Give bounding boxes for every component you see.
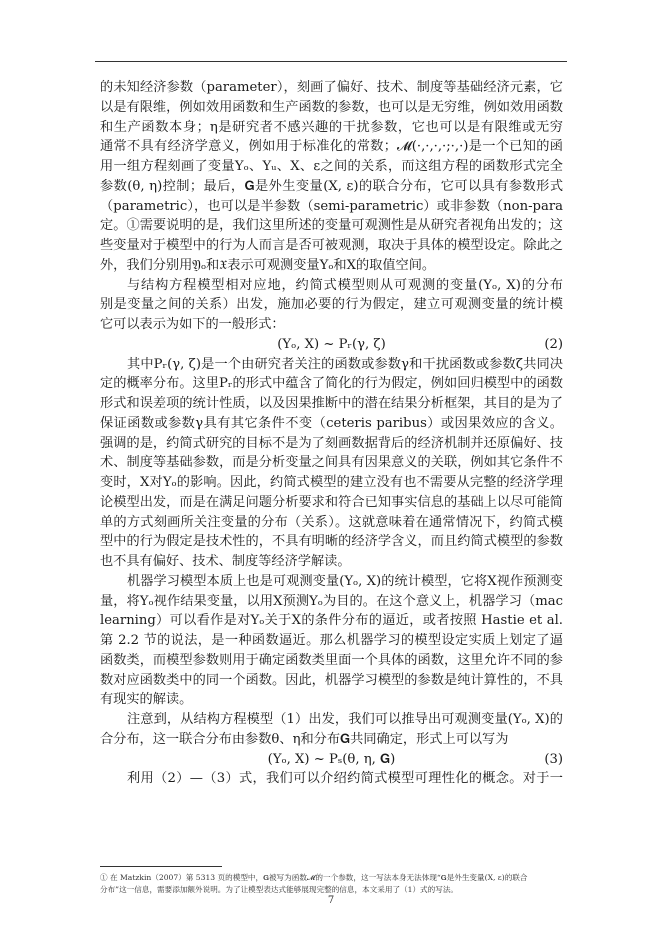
paragraph-line: 单的方式刻画所关注变量的分布（关系）。这就意味着在通常情况下，约简式模 bbox=[100, 514, 563, 530]
paragraph-line: 变时，X对Yₒ的影响。因此，约简式模型的建立没有也不需要从完整的经济学理 bbox=[100, 475, 563, 490]
equation-expression: (Yₒ, X) ~ Pᵣ(γ, ζ) bbox=[277, 336, 386, 352]
paragraph-line: （parametric），也可以是半参数（semi-parametric）或非参数（non-para bbox=[100, 198, 563, 214]
paragraph-line: 外，我们分别用𝔜ₒ和𝔛表示可观测变量Yₒ和X的取值空间。 bbox=[100, 257, 436, 273]
footnote-line: ① 在 Matzkin（2007）第 5313 页的模型中，𝐆被写为函数𝓜的一个参数，这一写法本身无法体现“𝐆是外生变量(X, ε)的联合 bbox=[100, 873, 528, 882]
paragraph-line: 第 2.2 节的说法，是一种函数逼近。那么机器学习的模型设定实质上划定了逼 bbox=[100, 633, 563, 648]
paragraph-line: 注意到，从结构方程模型（1）出发，我们可以推导出可观测变量(Yₒ, X)的 bbox=[127, 712, 563, 727]
footnote-rule bbox=[100, 866, 222, 867]
paragraph-line: learning）可以看作是对Yₒ关于X的条件分布的逼近，或者按照 Hastie et al. bbox=[100, 613, 563, 629]
paragraph-line: 论模型出发，而是在满足问题分析要求和符合已知事实信息的基础上以尽可能简 bbox=[100, 494, 563, 510]
paragraph-line: 和生产函数本身；η是研究者不感兴趣的干扰参数，它也可以是有限维或无穷 bbox=[100, 119, 563, 135]
paragraph-line: 它可以表示为如下的一般形式： bbox=[100, 317, 285, 332]
equation bbox=[100, 335, 563, 355]
paragraph-line: 用一组方程刻画了变量Yₒ、Yᵤ、X、ε之间的关系，而这组方程的函数形式完全 bbox=[100, 159, 563, 174]
paragraph-line: 形式和误差项的统计性质，以及因果推断中的潜在结果分析框架，其目的是为了 bbox=[100, 396, 563, 411]
page-number: 7 bbox=[327, 895, 335, 906]
paragraph-line: 术、制度等基础参数，而是分析变量之间具有因果意义的关联，例如其它条件不 bbox=[100, 455, 563, 471]
paragraph-line: 定。①需要说明的是，我们这里所述的变量可观测性是从研究者视角出发的；这 bbox=[100, 218, 563, 234]
paragraph-line: 保证函数或参数γ具有其它条件不变（ceteris paribus）或因果效应的含义。 bbox=[100, 415, 563, 431]
paragraph-line: 参数(θ, η)控制；最后，𝐆是外生变量(X, ε)的联合分布，它可以具有参数形式 bbox=[100, 178, 563, 194]
equation-expression: (Yₒ, X) ~ Pₛ(θ, η, 𝐆) bbox=[267, 751, 396, 767]
equation-number: (3) bbox=[544, 751, 563, 767]
paragraph-line: 的未知经济参数（parameter），刻画了偏好、技术、制度等基础经济元素，它 bbox=[100, 80, 563, 95]
paragraph-line: 函数类，而模型参数则用于确定函数类里面一个具体的函数，这里允许不同的参 bbox=[100, 652, 563, 668]
paragraph-line: 以是有限维，例如效用函数和生产函数的参数，也可以是无穷维，例如效用函数 bbox=[100, 99, 563, 115]
paragraph-line: 定的概率分布。这里Pᵣ的形式中蕴含了简化的行为假定，例如回归模型中的函数 bbox=[100, 376, 563, 392]
paragraph-line: 些变量对于模型中的行为人而言是否可被观测，取决于具体的模型设定。除此之 bbox=[100, 238, 563, 253]
paragraph-line: 合分布，这一联合分布由参数θ、η和分布𝐆共同确定，形式上可以写为 bbox=[100, 731, 509, 747]
paragraph-line: 量，将Yₒ视作结果变量，以用X预测Yₒ为目的。在这个意义上，机器学习（mac bbox=[100, 593, 563, 609]
paragraph-line: 其中Pᵣ(γ, ζ)是一个由研究者关注的函数或参数γ和干扰函数或参数ζ共同决 bbox=[127, 356, 563, 372]
paragraph-line: 机器学习模型本质上也是可观测变量(Yₒ, X)的统计模型，它将X视作预测变 bbox=[127, 573, 563, 589]
paragraph-line: 与结构方程模型相对应地，约简式模型则从可观测的变量(Yₒ, X)的分布 bbox=[127, 277, 563, 293]
paragraph-line: 有现实的解读。 bbox=[100, 692, 193, 708]
paragraph-line: 型中的行为假定是技术性的，不具有明晰的经济学含义，而且约简式模型的参数 bbox=[100, 534, 563, 550]
equation bbox=[100, 750, 563, 770]
equation-number: (2) bbox=[544, 336, 563, 352]
footnote-line: 分布”这一信息，需要添加额外说明。为了让模型表达式能够展现完整的信息，本文采用了（1）式的写法。 bbox=[100, 885, 459, 894]
paragraph-line: 利用（2）—（3）式，我们可以介绍约简式模型可理性化的概念。对于一 bbox=[127, 771, 563, 787]
body-text bbox=[100, 78, 563, 789]
paragraph-line: 也不具有偏好、技术、制度等经济学解读。 bbox=[100, 554, 351, 569]
header-rule bbox=[95, 61, 567, 62]
paragraph-line: 数对应函数类中的同一个函数。因此，机器学习模型的参数是纯计算性的，不具 bbox=[100, 672, 563, 688]
paragraph-line: 别是变量之间的关系）出发，施加必要的行为假定，建立可观测变量的统计模 bbox=[100, 297, 563, 313]
footnote bbox=[100, 872, 563, 896]
paragraph-line: 强调的是，约简式研究的目标不是为了刻画数据背后的经济机制并还原偏好、技 bbox=[100, 435, 563, 451]
paragraph-line: 通常不具有经济学意义，例如用于标准化的常数；𝓜(·,·,·,·;·,·)是一个已知的函 bbox=[100, 139, 563, 155]
